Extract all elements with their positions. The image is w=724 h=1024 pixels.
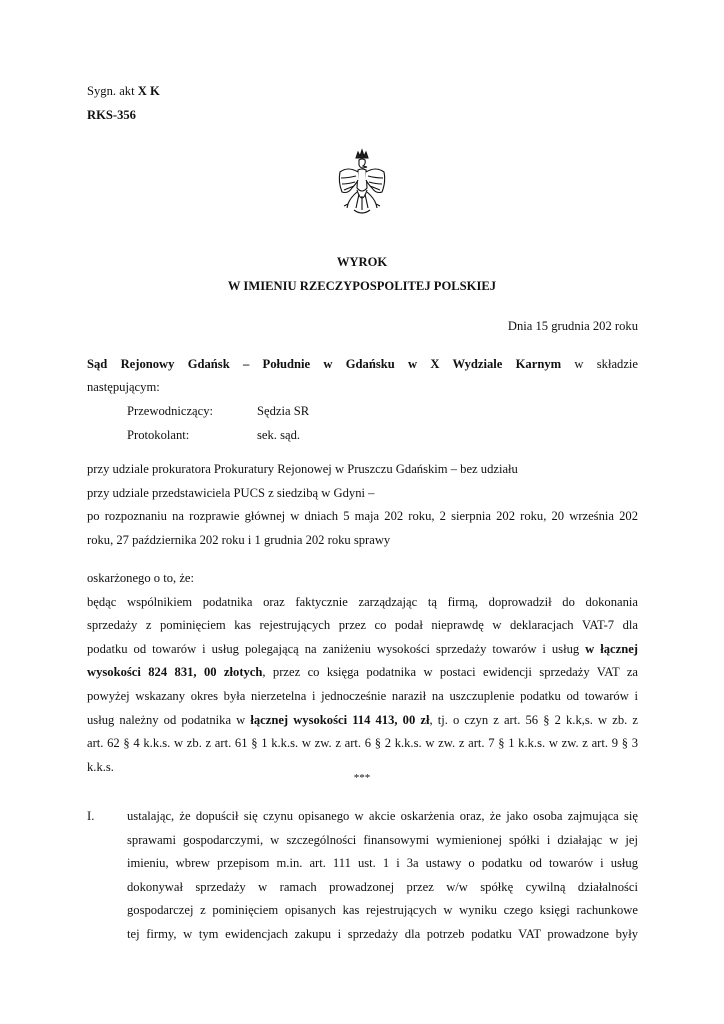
- chair-label: Przewodniczący:: [127, 404, 214, 418]
- verdict-date: Dnia 15 grudnia 202 roku: [507, 319, 638, 333]
- item-line: dokonywał sprzedaży w ramach prowadzonej przez w/w spółkę cywilną działalności: [127, 880, 638, 894]
- participant-line: roku, 27 października 202 roku i 1 grudnia 202 roku sprawy: [87, 533, 391, 547]
- item-line: gospodarczej z pominięciem opisanych kas rejestrujących w wyniku czego księgi rachunkowe: [127, 903, 638, 917]
- item-numeral: I.: [87, 809, 95, 823]
- charge-line: sprzedaży z pominięciem kas rejestrujących przez co podał nieprawdę w deklaracjach VAT-7 dla: [87, 618, 638, 632]
- charge-line: [87, 664, 638, 680]
- clerk-value: sek. sąd.: [257, 428, 301, 442]
- charge-line: k.k.s.: [87, 760, 114, 774]
- participant-line: przy udziale prokuratora Prokuratury Rejonowej w Pruszczu Gdańskim – bez udziału: [87, 462, 518, 476]
- charge-text: usług należny od podatnika w: [87, 713, 251, 727]
- section-separator: ***: [353, 772, 371, 784]
- charge-line: art. 62 § 4 k.k.s. w zb. z art. 61 § 1 k.k.s. w zw. z art. 6 § 2 k.k.s. w zw. z art. 7 § 1 k.k.s. w zw. z art. 9 § 3: [87, 736, 638, 750]
- tax-amount-bold: łącznej wysokości 114 413, 00 zł: [250, 713, 430, 727]
- verdict-subtitle: W IMIENIU RZECZYPOSPOLITEJ POLSKIEJ: [227, 279, 497, 293]
- item-line: tej firmy, w tym ewidencjach zakupu i sprzedaży dla potrzeb podatku VAT prowadzone były: [127, 927, 638, 941]
- participant-line: przy udziale przedstawiciela PUCS z siedzibą w Gdyni –: [87, 486, 375, 500]
- accused-intro: oskarżonego o to, że:: [87, 571, 195, 585]
- court-composition-text: w składzie: [561, 357, 639, 371]
- case-signature-number: X K: [137, 84, 160, 98]
- case-signature-prefix: Sygn. akt: [87, 84, 138, 98]
- court-line-2: następującym:: [87, 380, 160, 394]
- verdict-title: WYROK: [336, 255, 388, 269]
- charge-line: [87, 641, 638, 657]
- participant-line: po rozpoznaniu na rozprawie głównej w dniach 5 maja 202 roku, 2 sierpnia 202 roku, 20 września 202: [87, 509, 638, 523]
- item-line: imieniu, wbrew przepisom m.in. art. 111 ust. 1 i 3a ustawy o podatku od towarów i usług: [127, 856, 638, 870]
- charge-amount-bold: w łącznej: [585, 642, 638, 656]
- charge-amount-bold: wysokości 824 831, 00 złotych: [87, 665, 263, 679]
- item-line: sprawami gospodarczymi, w szczególności finansowymi wymienionej spółki i działając w jej: [127, 833, 638, 847]
- charge-text: , tj. o czyn z art. 56 § 2 k.k,s. w zb. z: [429, 713, 638, 727]
- charge-line: powyżej wskazany okres była nierzetelna i jednocześnie naraził na uszczuplenie podatku od towarów i: [87, 689, 638, 703]
- court-name: Sąd Rejonowy Gdańsk – Południe w Gdańsku w X Wydziale Karnym: [87, 357, 562, 371]
- rks-number: RKS-356: [87, 108, 136, 122]
- case-signature: [87, 83, 160, 99]
- court-line: [87, 356, 638, 372]
- charge-line: będąc wspólnikiem podatnika oraz faktycznie zarządzając tą firmą, doprowadził do dokonania: [87, 595, 638, 609]
- chair-value: Sędzia SR: [257, 404, 310, 418]
- charge-text: , przez co księga podatnika w postaci ewidencji sprzedaży VAT za: [262, 665, 639, 679]
- charge-text: podatku od towarów i usług polegającą na zaniżeniu wysokości sprzedaży towarów i usług: [87, 642, 586, 656]
- charge-line: [87, 712, 638, 728]
- clerk-label: Protokolant:: [127, 428, 190, 442]
- polish-eagle-emblem: [334, 148, 390, 228]
- item-line: ustalając, że dopuścił się czynu opisanego w akcie oskarżenia oraz, że jako osoba zajmująca się: [127, 809, 638, 823]
